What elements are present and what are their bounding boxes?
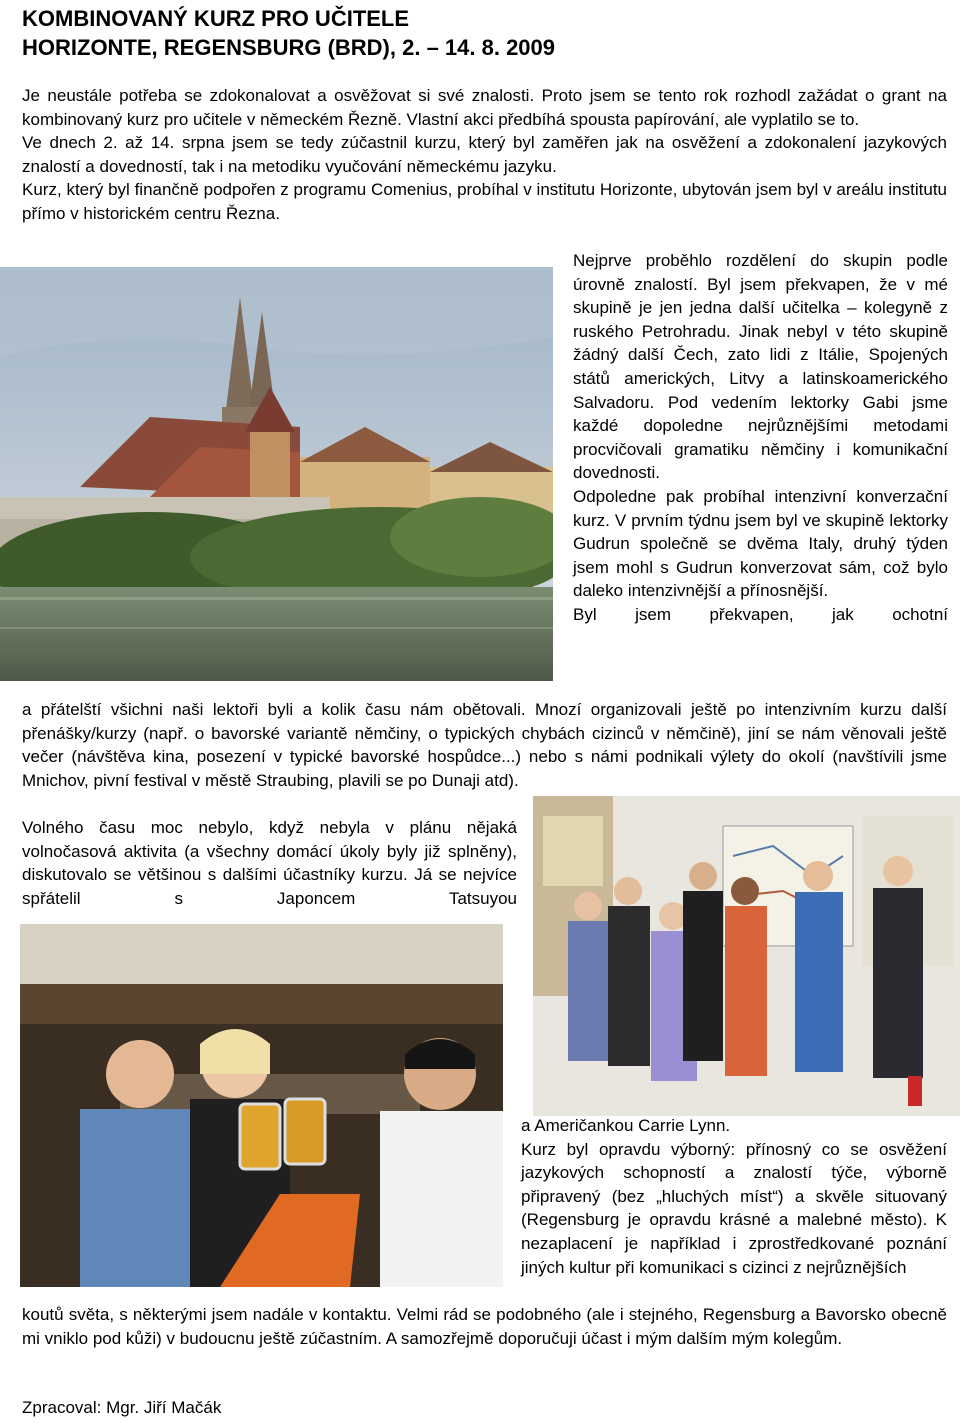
closing-text — [22, 1303, 947, 1350]
article-title — [22, 4, 922, 62]
paragraph-groups: Nejprve proběhlo rozdělení do skupin podle úrovně znalostí. Byl jsem překvapen, že v mé skupině je jen jedna další učitelka – kolegyně z ruského Petrohradu. Jinak nebyl v této skupině žádný další Čech, zato lidi z Itálie, Spojených států amerických, Litvy a latinskoamerického Salvadoru. Pod vedením lektorky Gabi jsme každé dopoledne nejrůznějšími metodami procvičovali gramatiku němčiny i komunikační dovednosti. — [573, 251, 948, 483]
group-photo — [533, 796, 960, 1116]
title-line-2: HORIZONTE, REGENSBURG (BRD), 2. – 14. 8. 2009 — [22, 35, 556, 60]
paragraph-closing: koutů světa, s některými jsem nadále v kontaktu. Velmi rád se podobného (ale i stejného, Regensburg a Bavorsko obecně mi vniklo pod kůži) v budoucnu ještě zúčastním. A samozřejmě doporučuji účast i mým dalším mým kolegům. — [22, 1305, 947, 1348]
title-line-1: KOMBINOVANÝ KURZ PRO UČITELE — [22, 6, 410, 31]
free-time-text — [22, 816, 517, 910]
paragraph-summary-start: Kurz byl opravdu výborný: přínosný co se osvěžení jazykových schopností a znalostí týče, výborně připravený (bez „hluchých míst“) a skvěle situovaný (Regensburg je opravdu krásné a malebné město). K nezaplacení je například i zprostředkované poznání jiných kultur při komunikaci s cizinci z nejrůznějších — [521, 1139, 947, 1277]
right-column-text — [573, 249, 948, 627]
paragraph-dates: Ve dnech 2. až 14. srpna jsem se tedy zúčastnil kurzu, který byl zaměřen jak na osvěžení a zdokonalení jazykových znalostí a dovedností, tak i na metodiku vyučování německému jazyku. — [22, 133, 947, 176]
author-signature: Zpracoval: Mgr. Jiří Mačák — [22, 1398, 222, 1417]
regensburg-photo — [0, 267, 553, 681]
paragraph-free-time: Volného času moc nebylo, když nebyla v plánu nějaká volnočasová aktivita (a všechny domácí úkoly byly již splněny), diskutovalo se většinou s dalšími účastníky kurzu. Já se nejvíce spřátelil s Japoncem Tatsuyou — [22, 818, 517, 908]
beer-garden-photo — [20, 924, 503, 1287]
paragraph-intro: Je neustále potřeba se zdokonalovat a osvěžovat si své znalosti. Proto jsem se tento rok rozhodl zažádat o grant na kombinovaný kurz pro učitele v německém Řezně. Vlastní akci předbíhá spousta papírování, ale vyplatilo se to. — [22, 86, 947, 129]
intro-text — [22, 84, 947, 226]
paragraph-carrie: a Američankou Carrie Lynn. — [521, 1116, 731, 1135]
lecturers-text — [22, 698, 947, 792]
paragraph-comenius: Kurz, který byl finančně podpořen z programu Comenius, probíhal v institutu Horizonte, ubytován jsem byl v areálu institutu přímo v historickém centru Řezna. — [22, 180, 947, 223]
paragraph-afternoon: Odpoledne pak probíhal intenzivní konverzační kurz. V prvním týdnu jsem byl ve skupině lektorky Gudrun společně se dvěma Italy, druhý týden jsem mohl s Gudrun konverzovat sám, což bylo daleko intenzivnější a přínosnější. — [573, 486, 948, 601]
paragraph-lecturers-start: Byl jsem překvapen, jak ochotní — [573, 604, 948, 624]
paragraph-lecturers: a přátelští všichni naši lektoři byli a kolik času nám obětovali. Mnozí organizovali ještě po intenzivním kurzu další přenášky/kurzy (např. o bavorské variantě němčiny, o typických chybách cizinců v němčině), jiní se nám věnovali ještě večer (návštěva kina, posezení v typické bavorské hospůdce...) nebo s námi podnikali výlety do okolí (navštívili jsme Mnichov, pivní festival v městě Straubing, plavili se po Dunaji atd). — [22, 700, 947, 790]
carrie-text — [521, 1114, 947, 1279]
